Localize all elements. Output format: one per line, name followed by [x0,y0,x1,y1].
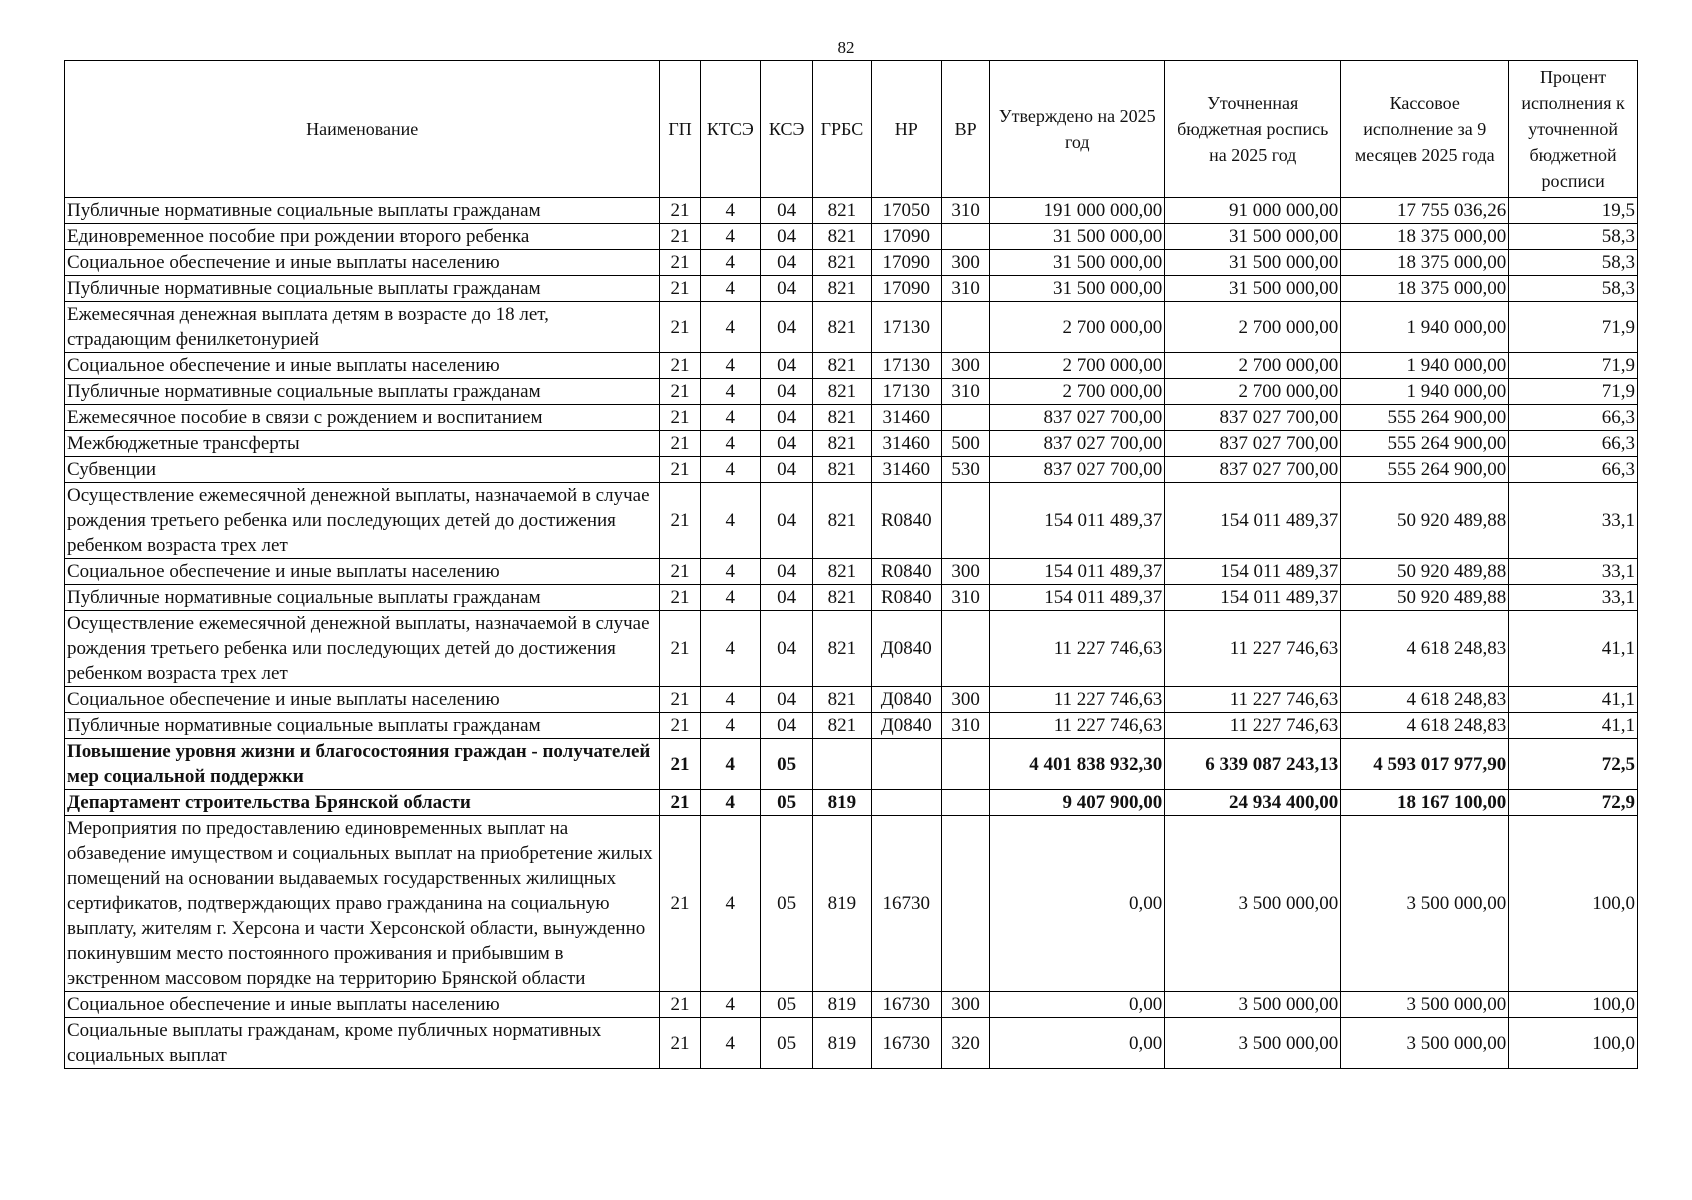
table-row [65,1018,1638,1069]
cell-ktse: 4 [700,790,760,816]
cell-cash: 17 755 036,26 [1341,198,1509,224]
table-row [65,379,1638,405]
cell-grbs [813,739,871,790]
table-row [65,790,1638,816]
cell-gp: 21 [660,713,700,739]
table-row [65,353,1638,379]
table-row [65,713,1638,739]
cell-kse: 04 [760,302,812,353]
cell-nr: 17050 [871,198,941,224]
cell-nr: 31460 [871,405,941,431]
cell-cash: 3 500 000,00 [1341,992,1509,1018]
cell-cash: 3 500 000,00 [1341,816,1509,992]
header-vr: ВР [941,61,989,198]
cell-ktse: 4 [700,250,760,276]
cell-approved: 11 227 746,63 [990,687,1165,713]
cell-kse: 04 [760,687,812,713]
cell-vr: 300 [941,992,989,1018]
cell-ktse: 4 [700,992,760,1018]
cell-gp: 21 [660,1018,700,1069]
cell-refined: 837 027 700,00 [1165,405,1341,431]
cell-nr: 31460 [871,457,941,483]
cell-refined: 11 227 746,63 [1165,687,1341,713]
cell-vr: 310 [941,713,989,739]
cell-approved: 31 500 000,00 [990,224,1165,250]
page-number: 82 [837,38,855,57]
cell-percent: 41,1 [1509,713,1638,739]
cell-refined: 3 500 000,00 [1165,816,1341,992]
cell-nr: 16730 [871,816,941,992]
table-row [65,405,1638,431]
cell-cash: 4 618 248,83 [1341,713,1509,739]
cell-percent: 19,5 [1509,198,1638,224]
cell-grbs: 821 [813,585,871,611]
cell-kse: 05 [760,739,812,790]
cell-nr: 16730 [871,1018,941,1069]
header-refined: Уточненная бюджетная роспись на 2025 год [1165,61,1341,198]
cell-ktse: 4 [700,611,760,687]
cell-percent: 58,3 [1509,224,1638,250]
cell-gp: 21 [660,302,700,353]
cell-approved: 11 227 746,63 [990,713,1165,739]
cell-approved: 154 011 489,37 [990,483,1165,559]
cell-kse: 05 [760,992,812,1018]
cell-approved: 837 027 700,00 [990,405,1165,431]
cell-refined: 11 227 746,63 [1165,611,1341,687]
cell-approved: 31 500 000,00 [990,250,1165,276]
cell-ktse: 4 [700,379,760,405]
cell-nr: Д0840 [871,611,941,687]
table-row [65,739,1638,790]
cell-ktse: 4 [700,816,760,992]
budget-table [64,60,1638,1069]
cell-cash: 50 920 489,88 [1341,559,1509,585]
cell-gp: 21 [660,559,700,585]
cell-cash: 1 940 000,00 [1341,353,1509,379]
cell-gp: 21 [660,992,700,1018]
cell-grbs: 821 [813,379,871,405]
cell-nr: 16730 [871,992,941,1018]
table-header-row [65,61,1638,198]
cell-name: Мероприятия по предоставлению единовременных выплат на обзаведение имуществом и социальных выплат на приобретение жилых помещений на основании выдаваемых государственных жилищных сертификатов, подтверждающих право гражданина на социальную выплату, жителям г. Херсона и части Херсонской области, вынужденно покинувшим место постоянного проживания и прибывшим в экстренном массовом порядке на территорию Брянской области [65,816,660,992]
cell-refined: 31 500 000,00 [1165,276,1341,302]
cell-percent: 66,3 [1509,457,1638,483]
cell-grbs: 821 [813,457,871,483]
table-row [65,276,1638,302]
cell-percent: 33,1 [1509,559,1638,585]
cell-approved: 2 700 000,00 [990,302,1165,353]
cell-percent: 58,3 [1509,276,1638,302]
cell-kse: 04 [760,405,812,431]
cell-percent: 72,9 [1509,790,1638,816]
table-row [65,687,1638,713]
cell-percent: 41,1 [1509,687,1638,713]
cell-name: Публичные нормативные социальные выплаты гражданам [65,276,660,302]
cell-refined: 2 700 000,00 [1165,302,1341,353]
cell-name: Ежемесячное пособие в связи с рождением и воспитанием [65,405,660,431]
cell-name: Межбюджетные трансферты [65,431,660,457]
cell-percent: 72,5 [1509,739,1638,790]
cell-cash: 50 920 489,88 [1341,585,1509,611]
cell-kse: 04 [760,379,812,405]
cell-grbs: 821 [813,483,871,559]
cell-ktse: 4 [700,739,760,790]
cell-ktse: 4 [700,687,760,713]
cell-vr [941,405,989,431]
cell-kse: 04 [760,457,812,483]
cell-refined: 154 011 489,37 [1165,559,1341,585]
cell-percent: 66,3 [1509,431,1638,457]
cell-gp: 21 [660,431,700,457]
cell-cash: 18 375 000,00 [1341,224,1509,250]
cell-ktse: 4 [700,713,760,739]
header-gp: ГП [660,61,700,198]
cell-name: Публичные нормативные социальные выплаты гражданам [65,713,660,739]
cell-vr: 500 [941,431,989,457]
cell-gp: 21 [660,457,700,483]
table-row [65,992,1638,1018]
cell-percent: 71,9 [1509,302,1638,353]
cell-percent: 33,1 [1509,585,1638,611]
cell-name: Социальное обеспечение и иные выплаты населению [65,353,660,379]
cell-name: Ежемесячная денежная выплата детям в возрасте до 18 лет, страдающим фенилкетонурией [65,302,660,353]
cell-ktse: 4 [700,405,760,431]
cell-grbs: 821 [813,250,871,276]
cell-grbs: 821 [813,353,871,379]
cell-approved: 154 011 489,37 [990,585,1165,611]
cell-kse: 05 [760,1018,812,1069]
cell-percent: 33,1 [1509,483,1638,559]
cell-gp: 21 [660,790,700,816]
table-row [65,431,1638,457]
cell-vr: 310 [941,276,989,302]
cell-approved: 0,00 [990,1018,1165,1069]
table-row [65,483,1638,559]
cell-cash: 555 264 900,00 [1341,457,1509,483]
cell-ktse: 4 [700,483,760,559]
cell-name: Социальное обеспечение и иные выплаты населению [65,250,660,276]
cell-name: Повышение уровня жизни и благосостояния граждан - получателей мер социальной поддержки [65,739,660,790]
cell-cash: 555 264 900,00 [1341,405,1509,431]
cell-name: Социальные выплаты гражданам, кроме публичных нормативных социальных выплат [65,1018,660,1069]
cell-nr: 17090 [871,250,941,276]
cell-kse: 04 [760,483,812,559]
cell-cash: 4 618 248,83 [1341,611,1509,687]
cell-ktse: 4 [700,559,760,585]
cell-nr [871,790,941,816]
cell-kse: 04 [760,276,812,302]
cell-refined: 6 339 087 243,13 [1165,739,1341,790]
header-nr: НР [871,61,941,198]
cell-vr: 310 [941,379,989,405]
cell-vr: 300 [941,559,989,585]
cell-gp: 21 [660,379,700,405]
cell-grbs: 821 [813,431,871,457]
cell-cash: 1 940 000,00 [1341,379,1509,405]
cell-approved: 191 000 000,00 [990,198,1165,224]
cell-vr [941,483,989,559]
cell-gp: 21 [660,405,700,431]
cell-name: Социальное обеспечение и иные выплаты населению [65,559,660,585]
cell-kse: 04 [760,250,812,276]
header-grbs: ГРБС [813,61,871,198]
cell-nr: 31460 [871,431,941,457]
cell-percent: 41,1 [1509,611,1638,687]
cell-vr [941,224,989,250]
cell-grbs: 819 [813,1018,871,1069]
cell-vr [941,611,989,687]
cell-nr [871,739,941,790]
cell-cash: 4 593 017 977,90 [1341,739,1509,790]
cell-approved: 31 500 000,00 [990,276,1165,302]
cell-ktse: 4 [700,224,760,250]
cell-approved: 2 700 000,00 [990,379,1165,405]
cell-kse: 04 [760,224,812,250]
cell-gp: 21 [660,816,700,992]
cell-percent: 66,3 [1509,405,1638,431]
cell-gp: 21 [660,250,700,276]
cell-vr: 530 [941,457,989,483]
header-ktse: КТСЭ [700,61,760,198]
table-row [65,816,1638,992]
cell-vr: 320 [941,1018,989,1069]
table-row [65,198,1638,224]
cell-nr: R0840 [871,585,941,611]
cell-ktse: 4 [700,1018,760,1069]
cell-approved: 11 227 746,63 [990,611,1165,687]
cell-name: Публичные нормативные социальные выплаты гражданам [65,585,660,611]
cell-kse: 04 [760,353,812,379]
cell-cash: 4 618 248,83 [1341,687,1509,713]
cell-name: Субвенции [65,457,660,483]
cell-kse: 04 [760,431,812,457]
cell-approved: 837 027 700,00 [990,457,1165,483]
cell-vr: 300 [941,353,989,379]
table-row [65,457,1638,483]
cell-grbs: 821 [813,713,871,739]
cell-name: Социальное обеспечение и иные выплаты населению [65,687,660,713]
cell-vr: 310 [941,585,989,611]
cell-nr: 17130 [871,379,941,405]
cell-refined: 31 500 000,00 [1165,224,1341,250]
cell-nr: 17130 [871,302,941,353]
cell-vr [941,302,989,353]
cell-name: Публичные нормативные социальные выплаты гражданам [65,379,660,405]
cell-cash: 18 375 000,00 [1341,276,1509,302]
cell-approved: 0,00 [990,992,1165,1018]
cell-ktse: 4 [700,457,760,483]
header-cash: Кассовое исполнение за 9 месяцев 2025 года [1341,61,1509,198]
cell-refined: 24 934 400,00 [1165,790,1341,816]
cell-grbs: 819 [813,816,871,992]
cell-kse: 04 [760,559,812,585]
cell-kse: 05 [760,790,812,816]
cell-ktse: 4 [700,353,760,379]
cell-ktse: 4 [700,276,760,302]
cell-nr: 17130 [871,353,941,379]
cell-kse: 04 [760,198,812,224]
cell-nr: R0840 [871,483,941,559]
cell-refined: 154 011 489,37 [1165,585,1341,611]
cell-vr: 300 [941,687,989,713]
cell-grbs: 821 [813,198,871,224]
cell-name: Социальное обеспечение и иные выплаты населению [65,992,660,1018]
cell-grbs: 821 [813,224,871,250]
cell-cash: 1 940 000,00 [1341,302,1509,353]
header-name: Наименование [65,61,660,198]
cell-kse: 05 [760,816,812,992]
cell-vr: 310 [941,198,989,224]
cell-nr: R0840 [871,559,941,585]
cell-nr: Д0840 [871,713,941,739]
cell-ktse: 4 [700,431,760,457]
cell-gp: 21 [660,687,700,713]
cell-refined: 91 000 000,00 [1165,198,1341,224]
table-row [65,611,1638,687]
cell-refined: 154 011 489,37 [1165,483,1341,559]
table-row [65,559,1638,585]
cell-approved: 0,00 [990,816,1165,992]
cell-percent: 58,3 [1509,250,1638,276]
cell-refined: 837 027 700,00 [1165,457,1341,483]
cell-refined: 2 700 000,00 [1165,379,1341,405]
cell-percent: 100,0 [1509,1018,1638,1069]
cell-vr [941,816,989,992]
cell-approved: 4 401 838 932,30 [990,739,1165,790]
header-kse: КСЭ [760,61,812,198]
cell-gp: 21 [660,611,700,687]
cell-gp: 21 [660,585,700,611]
cell-grbs: 819 [813,992,871,1018]
cell-name: Департамент строительства Брянской области [65,790,660,816]
cell-approved: 2 700 000,00 [990,353,1165,379]
cell-refined: 3 500 000,00 [1165,992,1341,1018]
cell-approved: 837 027 700,00 [990,431,1165,457]
header-approved: Утверждено на 2025 год [990,61,1165,198]
cell-nr: 17090 [871,224,941,250]
table-row [65,250,1638,276]
cell-cash: 18 167 100,00 [1341,790,1509,816]
cell-grbs: 821 [813,687,871,713]
cell-refined: 2 700 000,00 [1165,353,1341,379]
cell-name: Единовременное пособие при рождении второго ребенка [65,224,660,250]
table-body [65,198,1638,1069]
cell-ktse: 4 [700,302,760,353]
cell-refined: 837 027 700,00 [1165,431,1341,457]
cell-gp: 21 [660,224,700,250]
cell-gp: 21 [660,353,700,379]
cell-percent: 100,0 [1509,992,1638,1018]
cell-grbs: 821 [813,611,871,687]
cell-refined: 31 500 000,00 [1165,250,1341,276]
cell-cash: 18 375 000,00 [1341,250,1509,276]
table-row [65,585,1638,611]
cell-kse: 04 [760,585,812,611]
cell-cash: 50 920 489,88 [1341,483,1509,559]
cell-percent: 100,0 [1509,816,1638,992]
cell-nr: Д0840 [871,687,941,713]
cell-name: Публичные нормативные социальные выплаты гражданам [65,198,660,224]
cell-name: Осуществление ежемесячной денежной выплаты, назначаемой в случае рождения третьего ребенка или последующих детей до достижения ребенком возраста трех лет [65,611,660,687]
cell-refined: 11 227 746,63 [1165,713,1341,739]
cell-cash: 3 500 000,00 [1341,1018,1509,1069]
header-percent: Процент исполнения к уточненной бюджетной росписи [1509,61,1638,198]
cell-grbs: 821 [813,302,871,353]
cell-cash: 555 264 900,00 [1341,431,1509,457]
cell-gp: 21 [660,276,700,302]
table-row [65,224,1638,250]
cell-ktse: 4 [700,198,760,224]
cell-vr: 300 [941,250,989,276]
table-row [65,302,1638,353]
cell-name: Осуществление ежемесячной денежной выплаты, назначаемой в случае рождения третьего ребенка или последующих детей до достижения ребенком возраста трех лет [65,483,660,559]
cell-vr [941,739,989,790]
cell-gp: 21 [660,198,700,224]
cell-approved: 154 011 489,37 [990,559,1165,585]
cell-refined: 3 500 000,00 [1165,1018,1341,1069]
cell-percent: 71,9 [1509,379,1638,405]
cell-ktse: 4 [700,585,760,611]
cell-grbs: 821 [813,559,871,585]
cell-gp: 21 [660,739,700,790]
cell-kse: 04 [760,713,812,739]
cell-percent: 71,9 [1509,353,1638,379]
cell-grbs: 819 [813,790,871,816]
cell-approved: 9 407 900,00 [990,790,1165,816]
cell-nr: 17090 [871,276,941,302]
cell-grbs: 821 [813,405,871,431]
cell-grbs: 821 [813,276,871,302]
cell-kse: 04 [760,611,812,687]
cell-vr [941,790,989,816]
cell-gp: 21 [660,483,700,559]
